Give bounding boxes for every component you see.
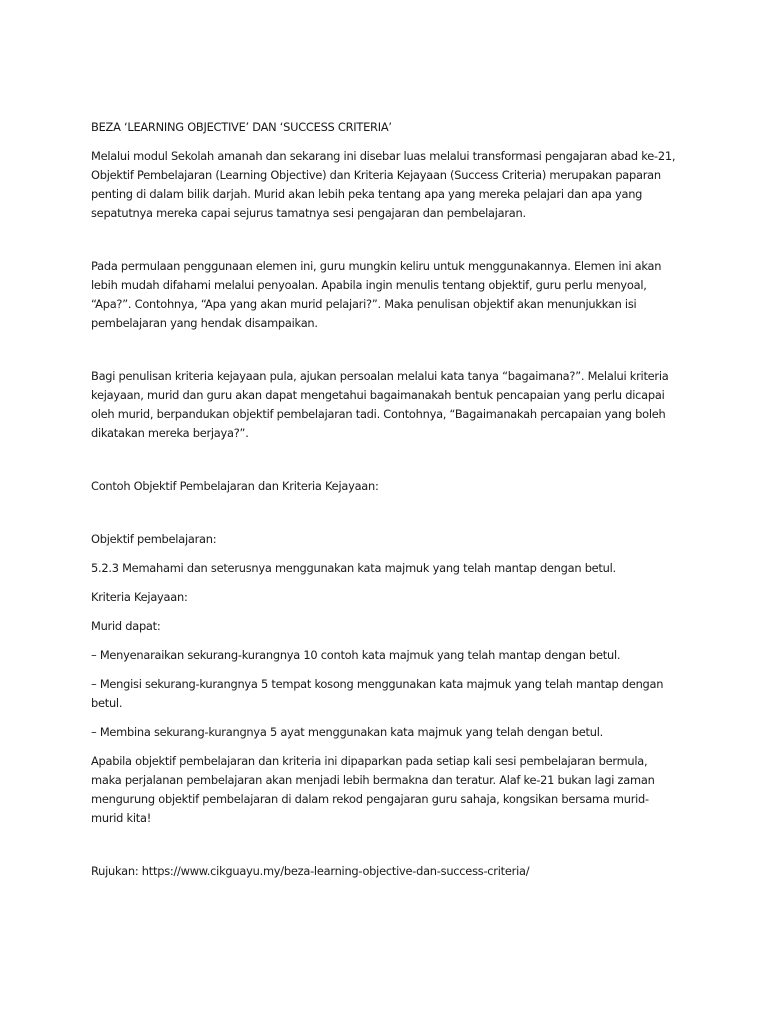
criteria-item: – Membina sekurang-kurangnya 5 ayat menggunakan kata majmuk yang telah dengan betul.	[91, 725, 603, 739]
criteria-intro: Murid dapat:	[91, 619, 161, 633]
paragraph-criteria-question: Bagi penulisan kriteria kejayaan pula, ajukan persoalan melalui kata tanya “bagaimana?”. Melalui kriteria kejayaan, murid dan guru akan dapat mengetahui bagaimanakah bentuk pencapaian yang perlu dicapai oleh murid, berpandukan objektif pembelajaran tadi. Contohnya, “Bagaimanakah percapaian yang boleh dikatakan mereka berjaya?”.	[91, 369, 669, 440]
closing-paragraph: Apabila objektif pembelajaran dan kriteria ini dipaparkan pada setiap kali sesi pembelajaran bermula, maka perjalanan pembelajaran akan menjadi lebih bermakna dan teratur. Alaf ke-21 bukan lagi zaman mengurung objektif pembelajaran di dalam rekod pengajaran guru sahaja, kongsikan bersama murid-murid kita!	[91, 754, 655, 825]
paragraph-intro: Melalui modul Sekolah amanah dan sekarang ini disebar luas melalui transformasi pengajaran abad ke-21, Objektif Pembelajaran (Learning Objective) dan Kriteria Kejayaan (Success Criteria) merupakan paparan penting di dalam bilik darjah. Murid akan lebih peka tentang apa yang mereka pelajari dan apa yang sepatutnya mereka capai sejurus tamatnya sesi pengajaran dan pembelajaran.	[91, 149, 676, 220]
criteria-item: – Mengisi sekurang-kurangnya 5 tempat kosong menggunakan kata majmuk yang telah mantap dengan betul.	[91, 677, 664, 710]
document-page	[91, 118, 681, 881]
objective-label: Objektif pembelajaran:	[91, 532, 217, 546]
reference-line: Rujukan: https://www.cikguayu.my/beza-learning-objective-dan-success-criteria/	[91, 864, 530, 878]
objective-text: 5.2.3 Memahami dan seterusnya menggunakan kata majmuk yang telah mantap dengan betul.	[91, 561, 616, 575]
criteria-item: – Menyenaraikan sekurang-kurangnya 10 contoh kata majmuk yang telah mantap dengan betul.	[91, 648, 621, 662]
example-heading: Contoh Objektif Pembelajaran dan Kriteria Kejayaan:	[91, 479, 379, 493]
criteria-label: Kriteria Kejayaan:	[91, 590, 188, 604]
document-title: BEZA ‘LEARNING OBJECTIVE’ DAN ‘SUCCESS CRITERIA’	[91, 120, 392, 134]
paragraph-objective-question: Pada permulaan penggunaan elemen ini, guru mungkin keliru untuk menggunakannya. Elemen ini akan lebih mudah difahami melalui penyoalan. Apabila ingin menulis tentang objektif, guru perlu menyoal, “Apa?”. Contohnya, “Apa yang akan murid pelajari?”. Maka penulisan objektif akan menunjukkan isi pembelajaran yang hendak disampaikan.	[91, 259, 662, 330]
